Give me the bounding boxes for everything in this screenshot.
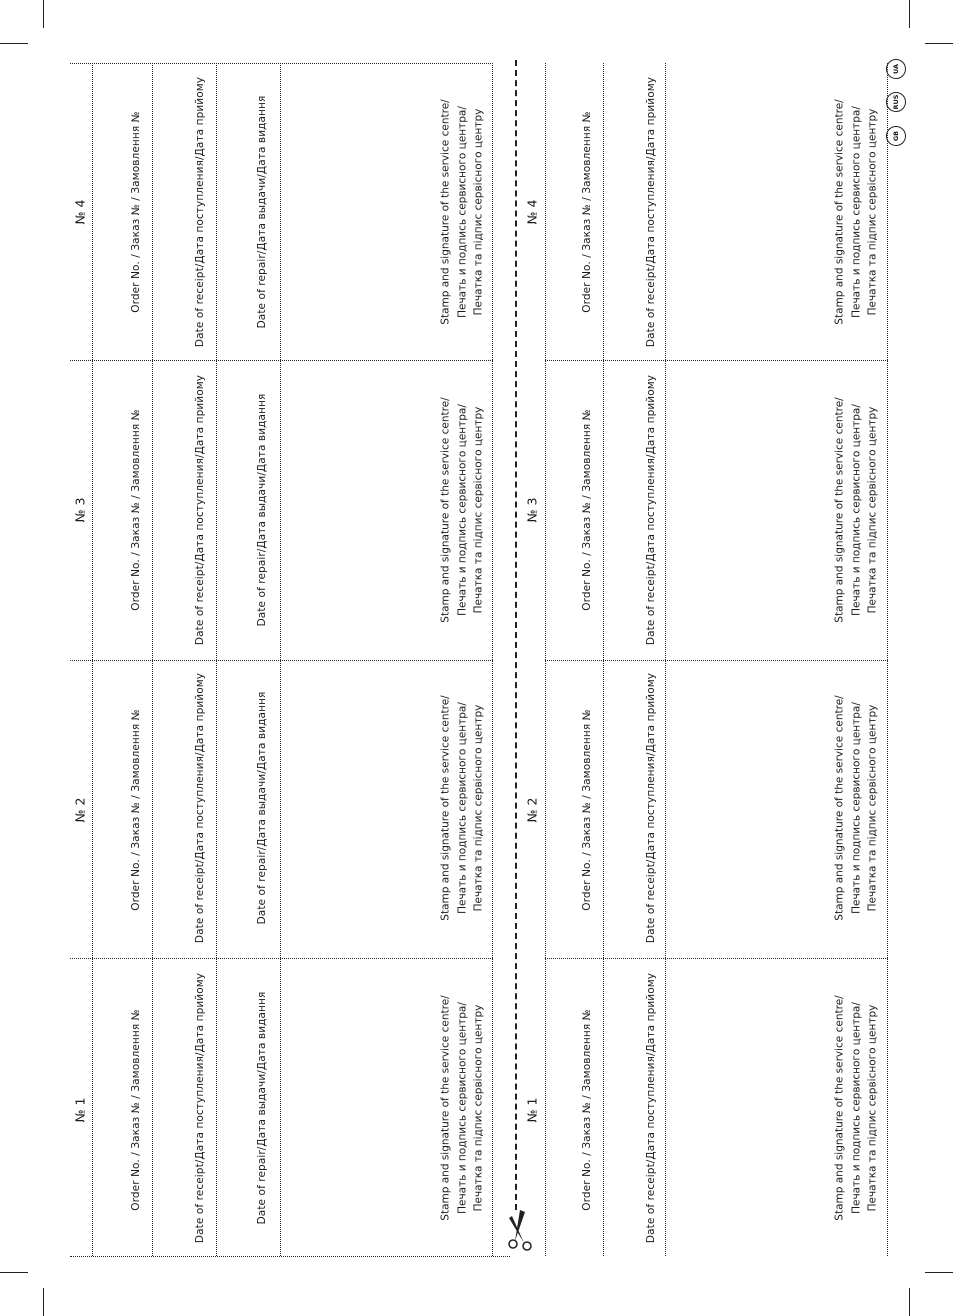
- column-line: [152, 63, 153, 1256]
- crop-mark: [0, 1272, 28, 1273]
- receipt-date-label: Date of receipt/Дата поступления/Дата прийому: [194, 76, 206, 348]
- column-line: [216, 63, 217, 1256]
- repair-date-label: Date of repair/Дата выдачи/Дата видання: [256, 95, 268, 329]
- stamp-label: Stamp and signature of the service centre/ Печать и подпись сервисного центра/ Печатка та підпис сервісного центру: [439, 99, 485, 325]
- order-number-label: Order No. / Заказ № / Замовлення №: [130, 409, 142, 611]
- card-separator: [70, 660, 493, 661]
- receipt-date-label: Date of receipt/Дата поступления/Дата прийому: [194, 972, 206, 1244]
- receipt-date-label: Date of receipt/Дата поступления/Дата прийому: [645, 76, 657, 348]
- column-line: [92, 63, 93, 1256]
- language-badge-rus: RUS: [886, 92, 906, 112]
- order-number-label: Order No. / Заказ № / Замовлення №: [130, 111, 142, 313]
- crop-mark: [43, 1288, 44, 1316]
- order-number-label: Order No. / Заказ № / Замовлення №: [581, 709, 593, 911]
- order-number-label: Order No. / Заказ № / Замовлення №: [581, 1009, 593, 1211]
- order-number-label: Order No. / Заказ № / Замовлення №: [130, 709, 142, 911]
- crop-mark: [925, 1272, 953, 1273]
- card-separator: [70, 360, 493, 361]
- language-badge-ua: UA: [886, 59, 906, 79]
- order-number-label: Order No. / Заказ № / Замовлення №: [581, 111, 593, 313]
- card-number-text: № 4: [524, 199, 540, 225]
- card-separator: [545, 660, 888, 661]
- crop-mark: [43, 0, 44, 28]
- column-line: [280, 63, 281, 1256]
- page-bottom-line: [70, 1256, 510, 1257]
- column-line: [545, 63, 546, 1256]
- receipt-date-label: Date of receipt/Дата поступления/Дата прийому: [194, 672, 206, 944]
- receipt-date-label: Date of receipt/Дата поступления/Дата прийому: [645, 374, 657, 646]
- repair-date-label: Date of repair/Дата выдачи/Дата видання: [256, 691, 268, 925]
- receipt-date-label: Date of receipt/Дата поступления/Дата прийому: [194, 374, 206, 646]
- repair-date-label: Date of repair/Дата выдачи/Дата видання: [256, 393, 268, 627]
- card-number-text: № 1: [72, 1097, 88, 1123]
- order-number-label: Order No. / Заказ № / Замовлення №: [581, 409, 593, 611]
- crop-mark: [0, 43, 28, 44]
- cut-line: [515, 60, 517, 1210]
- card-number-text: № 3: [72, 497, 88, 523]
- crop-mark: [925, 43, 953, 44]
- column-line: [603, 63, 604, 1256]
- card-number-text: № 1: [524, 1097, 540, 1123]
- card-separator: [545, 958, 888, 959]
- card-separator: [70, 958, 493, 959]
- card-separator: [70, 63, 493, 64]
- stamp-label: Stamp and signature of the service centre/ Печать и подпись сервисного центра/ Печатка та підпис сервісного центру: [833, 397, 879, 623]
- stamp-label: Stamp and signature of the service centre/ Печать и подпись сервисного центра/ Печатка та підпис сервісного центру: [833, 695, 879, 921]
- column-line: [887, 63, 888, 1256]
- card-number-text: № 2: [524, 797, 540, 823]
- card-number-text: № 2: [72, 797, 88, 823]
- card-number-text: № 3: [524, 497, 540, 523]
- language-badge-gb: GB: [886, 126, 906, 146]
- stamp-label: Stamp and signature of the service centre/ Печать и подпись сервисного центра/ Печатка та підпис сервісного центру: [439, 995, 485, 1221]
- crop-mark: [909, 0, 910, 28]
- stamp-label: Stamp and signature of the service centre/ Печать и подпись сервисного центра/ Печатка та підпис сервісного центру: [833, 99, 879, 325]
- column-line: [492, 63, 493, 1256]
- order-number-label: Order No. / Заказ № / Замовлення №: [130, 1009, 142, 1211]
- receipt-date-label: Date of receipt/Дата поступления/Дата прийому: [645, 972, 657, 1244]
- stamp-label: Stamp and signature of the service centre/ Печать и подпись сервисного центра/ Печатка та підпис сервісного центру: [439, 397, 485, 623]
- column-line: [665, 63, 666, 1256]
- stamp-label: Stamp and signature of the service centre/ Печать и подпись сервисного центра/ Печатка та підпис сервісного центру: [833, 995, 879, 1221]
- crop-mark: [909, 1288, 910, 1316]
- repair-date-label: Date of repair/Дата выдачи/Дата видання: [256, 991, 268, 1225]
- receipt-date-label: Date of receipt/Дата поступления/Дата прийому: [645, 672, 657, 944]
- card-separator: [545, 360, 888, 361]
- scissors-icon: [503, 1208, 537, 1252]
- card-number-text: № 4: [72, 199, 88, 225]
- stamp-label: Stamp and signature of the service centre/ Печать и подпись сервисного центра/ Печатка та підпис сервісного центру: [439, 695, 485, 921]
